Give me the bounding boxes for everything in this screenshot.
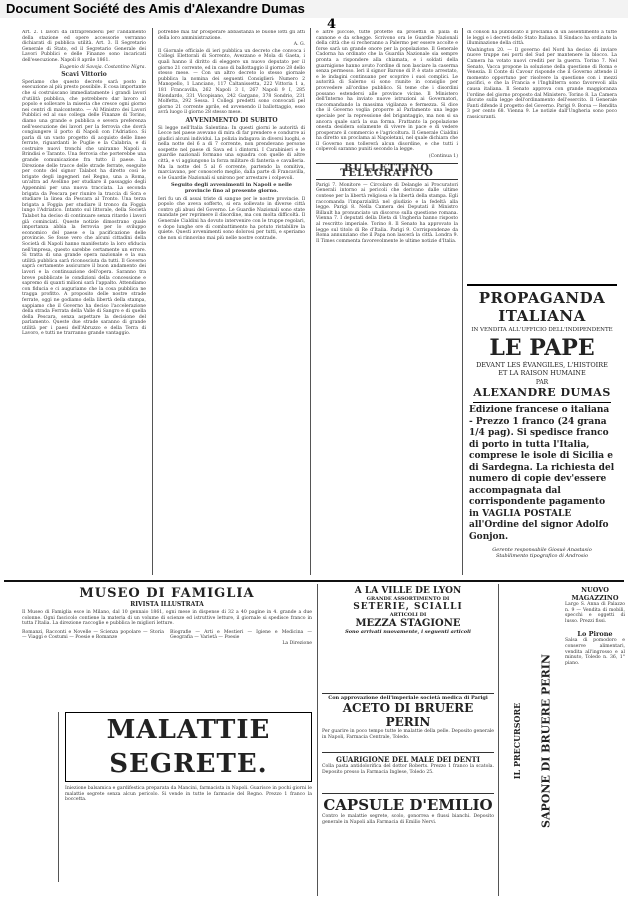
malattie-title: MALATTIE SEGRETE. — [65, 712, 312, 782]
column-divider — [310, 28, 311, 575]
ad-book-subtitle: DEVANT LES ÉVANGILES, L'HISTOIRE ET LA RAISON HUMAINE — [476, 361, 608, 377]
pirone-title: Lo Pirone — [577, 630, 613, 639]
col2-body-2: Si legge nell'Italia Salentina: In questi giorni le autorità di Lecce nel paese avevano di mira di far prendere e condurre ai giudici alcuni individui. La polizia indagava in diversi luoghi, e nella notte del 6 a dì 7 corrente, non prendevano persone sospette nel paese di Sava ed i dintorni. I Carabinieri e le guardie nazionali formano una squadra con quelle di altre città, e vi aggiungono la forza militare di fanteria e cavalleria. Ma la notte del 5 al 6 corrente, partendo la comitiva, marciavano, per conoscerlo meglio, dalla parte di Francavilla, e le Guardie Nazionali si unirono per arrestare i colpevoli. — [158, 125, 305, 181]
museo-intro: Il Museo di Famiglia esce in Milano, dal 10 gennaio 1861, ogni mese in dispense di 32 a 40 pagine in 4. grande a due colonne. Ogni fascicolo contiene la materia di un volume di scienze ed istruttive letture, il giornale si spedisce franco in tutta l'Italia. La direzione raccoglie e pubblica le migliori letture. — [22, 610, 312, 627]
column-1 — [22, 30, 146, 575]
col2-intro: potrebbe mai far prosperare abbastanza le buone lotti gli atti della loro amministrazione. — [158, 30, 305, 41]
lyon-sub1: GRANDE ASSORTIMENTO DI — [366, 596, 450, 602]
col3-signature: (Continua 1) — [428, 154, 458, 160]
lyon-sub2: SETERIE, SCIALLI — [353, 602, 463, 612]
ad-title: PROPAGANDA ITALIANA — [478, 289, 606, 325]
lyon-title: A LA VILLE DE LYON — [354, 586, 462, 596]
document-title: Document Société des Amis d'Alexandre Dumas — [6, 1, 305, 16]
capsule-body: Contro le malattie segrete, scolo, gonorrea e flussi bianchi. Deposito generale in Napoli alla Farmacia di Emilio Nervi. — [322, 814, 494, 825]
ad-gerente: Gerente responsabile Giosuè Anastasio — [492, 547, 592, 553]
ad-edition: Edizione francese o italiana - Prezzo 1 franco (24 grana 1/4 pag). Si spedisce franco di porto in tutta l'Italia, comprese le isole di Sicilia e di Sardegna. La richiesta del numero di copie dev'essere accompagnata dal corrispondente pagamento in VAGLIA POSTALE all'Ordine del signor Adolfo Gonjon. — [469, 405, 615, 542]
col1-section-title: Scavi Vittorio — [61, 71, 107, 79]
col2-section-2: Seguito degli avvenimenti in Napoli e nelle provincie fino al presente giorno. — [171, 182, 292, 195]
ad-by: PAR — [535, 379, 549, 386]
col4-body: Washington 20. — Il governo del Nord ha deciso di inviare nuove truppe nei porti del Sud per mantenere la blocco. La Camera ha votato nuovi crediti per la guerra. Torino 7. Nel Senato, Vacca propone la soluzione della questione di Roma e Venezia. Il Conte di Cavour risponde che il Governo attende il momento opportuno per risolvere la questione con i mezzi pacifici, e che la Francia e l'Inghilterra sono favorevoli alla causa italiana. Il Senato approva con grande maggioranza l'ordine del giorno proposto dal Ministero. Torino 8. La Camera discute sulla legge dell'ordinamento dell'esercito. Il Generale Fanti difende il progetto del Governo. Parigi 9. Borsa — Rendita 3 per cento 68. Vienna 9. Le notizie dall'Ungheria sono poco rassicuranti. — [467, 47, 617, 120]
lyon-sub3: ARTICOLI DI — [389, 612, 427, 618]
precursore-title: IL PRECURSORE — [512, 702, 522, 780]
museo-title: MUSEO DI FAMIGLIA — [79, 586, 255, 601]
lyon-sub5: Sono arrivati nuovamente, i seguenti articoli — [345, 629, 471, 635]
museo-signature: La Direzione — [282, 640, 312, 646]
ad-stamp: Stabilimento tipografico di Androsio — [495, 553, 589, 559]
column-divider — [498, 584, 499, 896]
column-2 — [158, 30, 305, 575]
bulletin-body: Parigi 7. Monitore — Circolare di Delangle ai Procuratori Generali intorno ai pericoli che derivano dalle ultime contese per la libertà religiosa e la libertà della stampa. Egli raccomanda l'imparzialità nel giudizio e la fedeltà alla legge. Parigi 8. Nella Camera dei Deputati il Ministro Billault ha pronunciato un discorso sulla questione romana. Vienna 7. I deputati della Dieta di Ungheria hanno risposto al rescritto imperiale. Torino 8. Il Senato ha approvato la legge sul titolo di Re d'Italia. Parigi 9. Corrispondenze da Roma annunziano che il Papa non lascerà la città. Londra 9. Il Times commenta favorevolmente le ultime notizie d'Italia. — [316, 182, 458, 244]
vertical-ads — [503, 586, 561, 896]
col4-intro: di consoli ha pubblicato il proclama di un assentimento a tutte le leggi e i decreti dello Stato Italiano. Il Sindaco ha ordinato la illuminazione della città. — [467, 30, 617, 47]
sapone-title: SAPONE DI BRUERE PERIN — [539, 654, 553, 828]
col2-section-1: AVVENIMENTO DI SUBITO — [185, 116, 278, 124]
section-divider — [4, 580, 624, 582]
museo-subtitle: RIVISTA ILLUSTRATA — [130, 601, 204, 608]
lyon-sub4: MEZZA STAGIONE — [355, 618, 461, 629]
col2-body: Il Giornale officiale di ieri pubblica un decreto che convoca i Collegi Elettorali di Sorrento, Avezzano e Mola di Gaeta, i quali hanno il diritto di eleggere un nuovo deputato per il giorno 21 corrente, ed in caso di ballottaggio il giorno 28 dello stesso mese. — Con un altro decreto lo stesso giornale pubblica la nomina dei seguenti Consiglieri: Numero 2 Manopello, 1 Lanciano, 117 Caltanissetta, 222 Vittoria 1 a, 181 Francavilla, 262 Napoli 3 I, 267 Napoli 9 I, 285 Riondardo, 331 Vicopisano, 242 Gargano, 378 Sondrio, 231 Molfetta, 292 Sessa. I Collegi predetti sono convocati pel giorno 21 corrente aprile, ed avvenendo il ballottaggio, esso avrà luogo il giorno 28 stesso mese. — [158, 48, 305, 116]
col3-body: e altre piccole, tutte protette da proiettili di palla di cannone e da schegge. Scrivono ora le Guardie Nazionali della città che si recheranno a Palermo per essere accolte e forse sarà un grande onore per la popolazione. Il Generale Cadorna ha ordinato che la Guardia Nazionale sia sempre pronta a rispondere alla chiamata, e i soldati della guarnigione hanno avuto l'ordine di non lasciare la caserma senza permesso. Ieri il signor Barone di P. è stato arrestato, e le indagini continuano per scoprire i suoi complici. Le autorità di Salerno si sono riunite in consiglio per provvedere all'ordine pubblico. Si teme che i disordini possano estendersi alle province vicine. Il Ministero dell'Interno ha inviato nuove istruzioni ai Governatori, raccomandando la massima vigilanza e fermezza. Si dice che il Governo voglia proporre al Parlamento una legge speciale per la repressione del brigantaggio, ma non si sa ancora quale sarà la sua forma. Frattanto la popolazione onesta desidera solamente di vivere in pace e di vedere prosperare il commercio e l'agricoltura. Il Generale Cialdini ha diretto un proclama ai Napoletani, nel quale dichiara che il Governo non tollererà alcun disordine, e che tutti i colpevoli saranno puniti secondo la legge. — [316, 30, 458, 153]
col2-signature: A. G. — [293, 42, 305, 48]
pirone-body: Salsa di pomodoro e conserve alimentari, vendita all'ingrosso e al minuto, Toledo n. 36, 1° piano. — [565, 638, 625, 666]
lyon-approval: Con approvazione dell'imperiale società medica di Parigi — [322, 693, 494, 701]
museo-list-left: Romanzi, Racconti e Novelle — Scienza popolare — Storia — Viaggi e Costumi — Poesie e Romanze — [22, 629, 164, 641]
lyon-ad — [322, 586, 494, 896]
side-column — [22, 712, 59, 882]
column-4 — [467, 30, 617, 575]
malattie-ad — [22, 712, 312, 892]
museo-list-right: Biografie — Arti e Mestieri — Igiene e Medicina — Geografia — Varietà — Poesie — [170, 629, 312, 641]
page-number: 4 — [327, 17, 337, 32]
capsule-title: CAPSULE D'EMILIO — [322, 793, 494, 814]
aceto-body: Per guarire in poco tempo tutte le malattie della pelle. Deposito generale in Napoli, Farmacia Centrale, Toledo. — [322, 729, 494, 740]
col1-body: Speriamo che questo decreto sarà posto in esecuzione al più presto possibile. È cosa importante che si costruiscano immediatamente i grandi lavori d'utilità pubblica, che potrebbero dar lavoro al popolo e sollevare la miseria che cresce ogni giorno nei centri di malcontento. — Al Ministro dei Lavori Pubblici ed al suo collega delle Finanze di Torino, diamo una grande e pubblica e severa preferenza nell'esecuzione dei lavori per la ferrovia che dovrà congiungere il porto di Napoli con l'Adriatico. Si parla di un vasto progetto di acquisto delle linee ferrate, riguardanti le Puglie e la Calabria, e di costruire nuovi tronchi che uniranno Napoli a Brindisi e Taranto. Una ferrovia che porterebbe una grande comunicazione fra tutto il paese. La Direzione delle tracce delle strade ferrate, eseguite per conto del signor Talabot ha diretto così le brigate degli ingegneri nel Regno, una a Roma, un'altra ad Avellino per studiare il passaggio degli Appennini per una nuova tracciata. La seconda brigata da Pescara per riunire la traccia di Sora e studiare la linea da Pescara al Tronto. Una terza brigata a Foggia per studiare il tronco da Foggia lungo l'Adriatico. Intanto sul littorale, della Società Talabot ha deciso di continuare senza ritardo i lavori già cominciati. Queste notizie dimostrano quale importanza abbia la ferrovia per lo sviluppo economico del paese e la pacificazione delle provincie. Se fosse vero che alcuni cittadini della Società di Napoli hanno manifestato la loro sfiducia nell'impresa, questo sarebbe certamente un errore. Si tratta di una grande opera nazionale e la sua utilità pubblica sarà riconosciuta da tutti. Il Governo saprà certamente assicurare il buon andamento dei lavori e la continuazione dell'opera. Saranno tra breve pubblicate le condizioni della concessione e sapremo di quanti milioni sarà l'appalto. Attendiamo con fiducia e ci auguriamo che la cosa pubblica ne tragga profitto. A proposito delle nostre strade ferrate, oggi ne godiamo della libertà della stampa, sappiamo che il Governo ha deciso l'accelerazione della strada Ferrata della Valle di Sangro e di quella della Pescara, senza aspettare la decisione del parlamento. Queste due strade saranno di grande utilità per i paesi dell'Abruzzo e della Terra di Lavoro, e tutti ne trarranno grande vantaggio. — [22, 79, 146, 337]
ad-subtitle: IN VENDITA ALL'UFFICIO DELL'INDIPENDENTE — [471, 327, 613, 333]
column-divider — [152, 28, 153, 575]
guarigione-title: GUARIGIONE DEL MALE DEI DENTI — [322, 752, 494, 764]
museo-ad — [22, 586, 312, 706]
aceto-title: ACETO DI BRUERE PERIN — [342, 701, 474, 729]
column-3 — [316, 30, 458, 575]
column-divider — [462, 28, 463, 575]
malattie-body: Iniezione balsamica e gardifestica preparata da Mancini, farmacista in Napoli. Guarisce in pochi giorni le malattie segrete senza alcun pericolo. Si vende in tutte le farmacie del Regno. Prezzo 1 franco la boccetta. — [65, 786, 312, 803]
right-ads — [565, 586, 625, 896]
col1-intro: Art. 2. I lavori da intraprendersi per l'andamento della stazione ed opere accessorie verranno dichiarati di pubblica utilità. Art. 3. Il Segretario Generale di Stato, ed il Segretario Generale dei Lavori Pubblici e delle Finanze sono incaricati dell'esecuzione. Napoli 8 aprile 1861. — [22, 30, 146, 63]
magazzino-title: NUOVO MAGAZZINO — [571, 586, 619, 602]
guarigione-body: Colla pasta antidolorifica del dottor Roberts. Prezzo 1 franco la scatola. Deposito presso la Farmacia Inglese, Toledo 25. — [322, 764, 494, 775]
propaganda-ad — [467, 284, 617, 559]
ad-author: ALEXANDRE DUMAS — [473, 386, 611, 399]
col1-signature: Eugenio di Savoja. Costantino Nigra. — [59, 64, 146, 70]
ad-book-title: LE PAPE — [489, 335, 595, 361]
col2-body-3: Ieri fu un dì assai triste di sangue per le nostre provincie. Il popolo che aveva sofferto, si era sollevato in diverse città contro gli abusi del Governo. Le Guardie Nazionali sono state mandate per reprimere il disordine, ma con molta difficoltà. Il Generale Cialdini ha dovuto intervenire con le truppe regolari, e dopo lunghe ore di combattimento ha potuto ristabilire la quiete. Questi avvenimenti sono dolorosi per tutti, e speriamo che non si rinnovino mai più nelle nostre contrade. — [158, 196, 305, 241]
column-divider — [317, 584, 318, 896]
bulletin-title: BULLETTINO TELEGRAFICO — [340, 162, 434, 180]
magazzino-body: Largo S. Anna di Palazzo n. 9 — Vendita di mobili, specchi e oggetti di lusso. Prezzi fissi. — [565, 602, 625, 624]
